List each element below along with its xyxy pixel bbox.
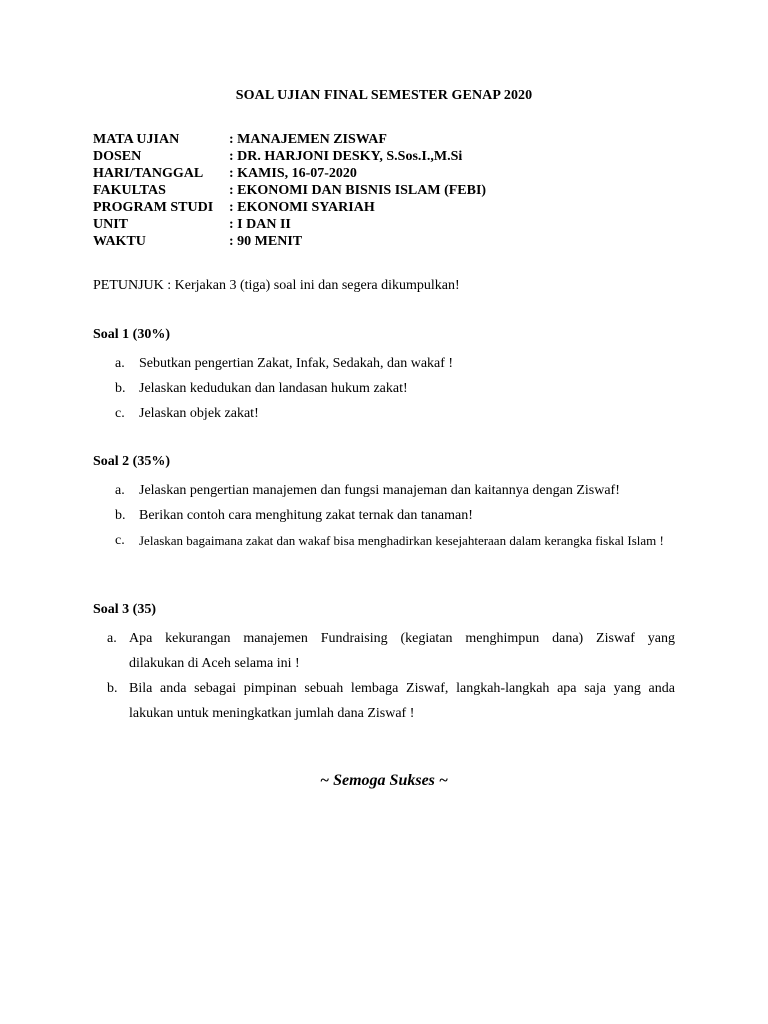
meta-label: HARI/TANGGAL [93,166,204,181]
meta-label: PROGRAM STUDI [93,200,214,215]
document-title: SOAL UJIAN FINAL SEMESTER GENAP 2020 [235,88,533,103]
meta-value: : KAMIS, 16-07-2020 [229,166,357,181]
question-text: Berikan contoh cara menghitung zakat ternak dan tanaman! [139,508,473,523]
question-letter: a. [115,356,125,371]
question-text: Sebutkan pengertian Zakat, Infak, Sedakah, dan wakaf ! [139,356,454,371]
question-section-1 [93,327,675,426]
question-section-3 [93,602,675,726]
meta-value: : DR. HARJONI DESKY, S.Sos.I.,M.Si [229,149,463,164]
question-letter: c. [115,406,125,421]
question-item [93,528,675,553]
section-title: Soal 3 (35) [93,602,156,617]
meta-row-lecturer [93,148,486,165]
meta-label: DOSEN [93,149,142,164]
question-text: Jelaskan bagaimana zakat dan wakaf bisa menghadirkan kesejahteraan dalam kerangka fiskal Islam ! [139,533,664,548]
meta-label: UNIT [93,217,129,232]
question-text: Jelaskan objek zakat! [139,406,259,421]
question-text-line-2: lakukan untuk meningkatkan jumlah dana Ziswaf ! [129,706,415,721]
question-section-2 [93,454,675,553]
meta-label: FAKULTAS [93,183,166,198]
meta-row-date [93,165,486,182]
question-letter: c. [115,533,125,548]
question-letter: b. [115,508,126,523]
meta-row-duration [93,233,486,250]
question-item [93,351,675,376]
question-letter: a. [115,483,125,498]
question-text: Jelaskan pengertian manajemen dan fungsi manajeman dan kaitannya dengan Ziswaf! [139,483,620,498]
question-item [93,676,675,726]
meta-value: : EKONOMI SYARIAH [229,200,375,215]
section-title: Soal 2 (35%) [93,454,170,469]
meta-label: WAKTU [93,234,146,249]
exam-info-block [93,131,486,250]
question-item [93,503,675,528]
meta-row-faculty [93,182,486,199]
question-letter: b. [115,381,126,396]
question-item [93,376,675,401]
question-letter: b. [107,681,118,696]
question-text-line-1: Apa kekurangan manajemen Fundraising (kegiatan menghimpun dana) Ziswaf yang [129,631,675,646]
meta-row-program [93,199,486,216]
meta-value: : 90 MENIT [229,234,303,249]
meta-row-unit [93,216,486,233]
meta-value: : EKONOMI DAN BISNIS ISLAM (FEBI) [229,183,487,198]
question-text: Jelaskan kedudukan dan landasan hukum zakat! [139,381,408,396]
section-title: Soal 1 (30%) [93,327,170,342]
meta-label: MATA UJIAN [93,132,180,147]
question-letter: a. [107,631,117,646]
meta-row-subject [93,131,486,148]
question-item [93,626,675,676]
closing-message: ~ Semoga Sukses ~ [319,772,449,789]
meta-value: : MANAJEMEN ZISWAF [229,132,387,147]
question-item [93,401,675,426]
question-text-line-2: dilakukan di Aceh selama ini ! [129,656,300,671]
question-text-line-1: Bila anda sebagai pimpinan sebuah lembaga Ziswaf, langkah-langkah apa saja yang anda [129,681,675,696]
question-item [93,478,675,503]
meta-value: : I DAN II [229,217,291,232]
instruction-text: PETUNJUK : Kerjakan 3 (tiga) soal ini dan segera dikumpulkan! [93,278,460,293]
